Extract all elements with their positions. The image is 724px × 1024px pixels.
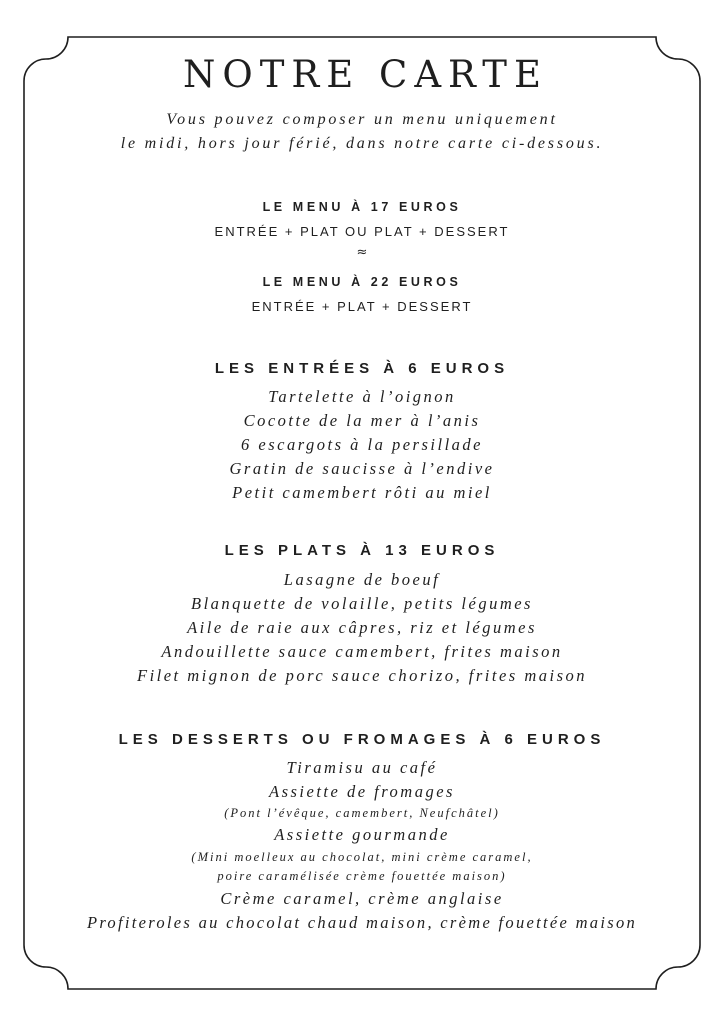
menu-22-detail: ENTRÉE + PLAT + DESSERT [251,299,473,314]
dessert-item: Tiramisu au café [286,758,438,777]
entree-item: Tartelette à l’oignon [268,387,456,406]
entree-item: Cocotte de la mer à l’anis [243,411,481,430]
intro-line-2: le midi, hors jour férié, dans notre carte ci-dessous. [120,135,604,152]
desserts-heading: LES DESSERTS OU FROMAGES À 6 EUROS [118,731,606,748]
dessert-item: Assiette de fromages [269,782,455,801]
page-title: NOTRE CARTE [183,53,548,96]
plat-item: Aile de raie aux câpres, riz et légumes [187,618,537,637]
dessert-note: (Mini moelleux au chocolat, mini crème caramel, [191,850,533,864]
plat-item: Filet mignon de porc sauce chorizo, frites maison [136,666,588,685]
menu-17-heading: LE MENU À 17 EUROS [262,200,462,214]
menu-22-heading: LE MENU À 22 EUROS [262,275,462,289]
plat-item: Lasagne de boeuf [283,570,441,589]
plats-heading: LES PLATS À 13 EUROS [224,542,500,559]
intro-line-1: Vous pouvez composer un menu uniquement [166,111,558,128]
plat-item: Blanquette de volaille, petits légumes [191,594,533,613]
approx-separator: ≈ [356,245,368,260]
entree-item: Gratin de saucisse à l’endive [229,459,495,478]
entree-item: 6 escargots à la persillade [241,435,483,454]
entrees-heading: LES ENTRÉES À 6 EUROS [214,360,510,377]
dessert-item: Profiteroles au chocolat chaud maison, crème fouettée maison [86,913,638,932]
menu-17-detail: ENTRÉE + PLAT OU PLAT + DESSERT [214,224,510,239]
dessert-note: (Pont l’évêque, camembert, Neufchâtel) [224,806,500,820]
entree-item: Petit camembert rôti au miel [232,483,492,502]
plat-item: Andouillette sauce camembert, frites maison [161,642,563,661]
dessert-item: Crème caramel, crème anglaise [220,889,504,908]
dessert-note: poire caramélisée crème fouettée maison) [217,869,507,883]
dessert-item: Assiette gourmande [274,825,450,844]
